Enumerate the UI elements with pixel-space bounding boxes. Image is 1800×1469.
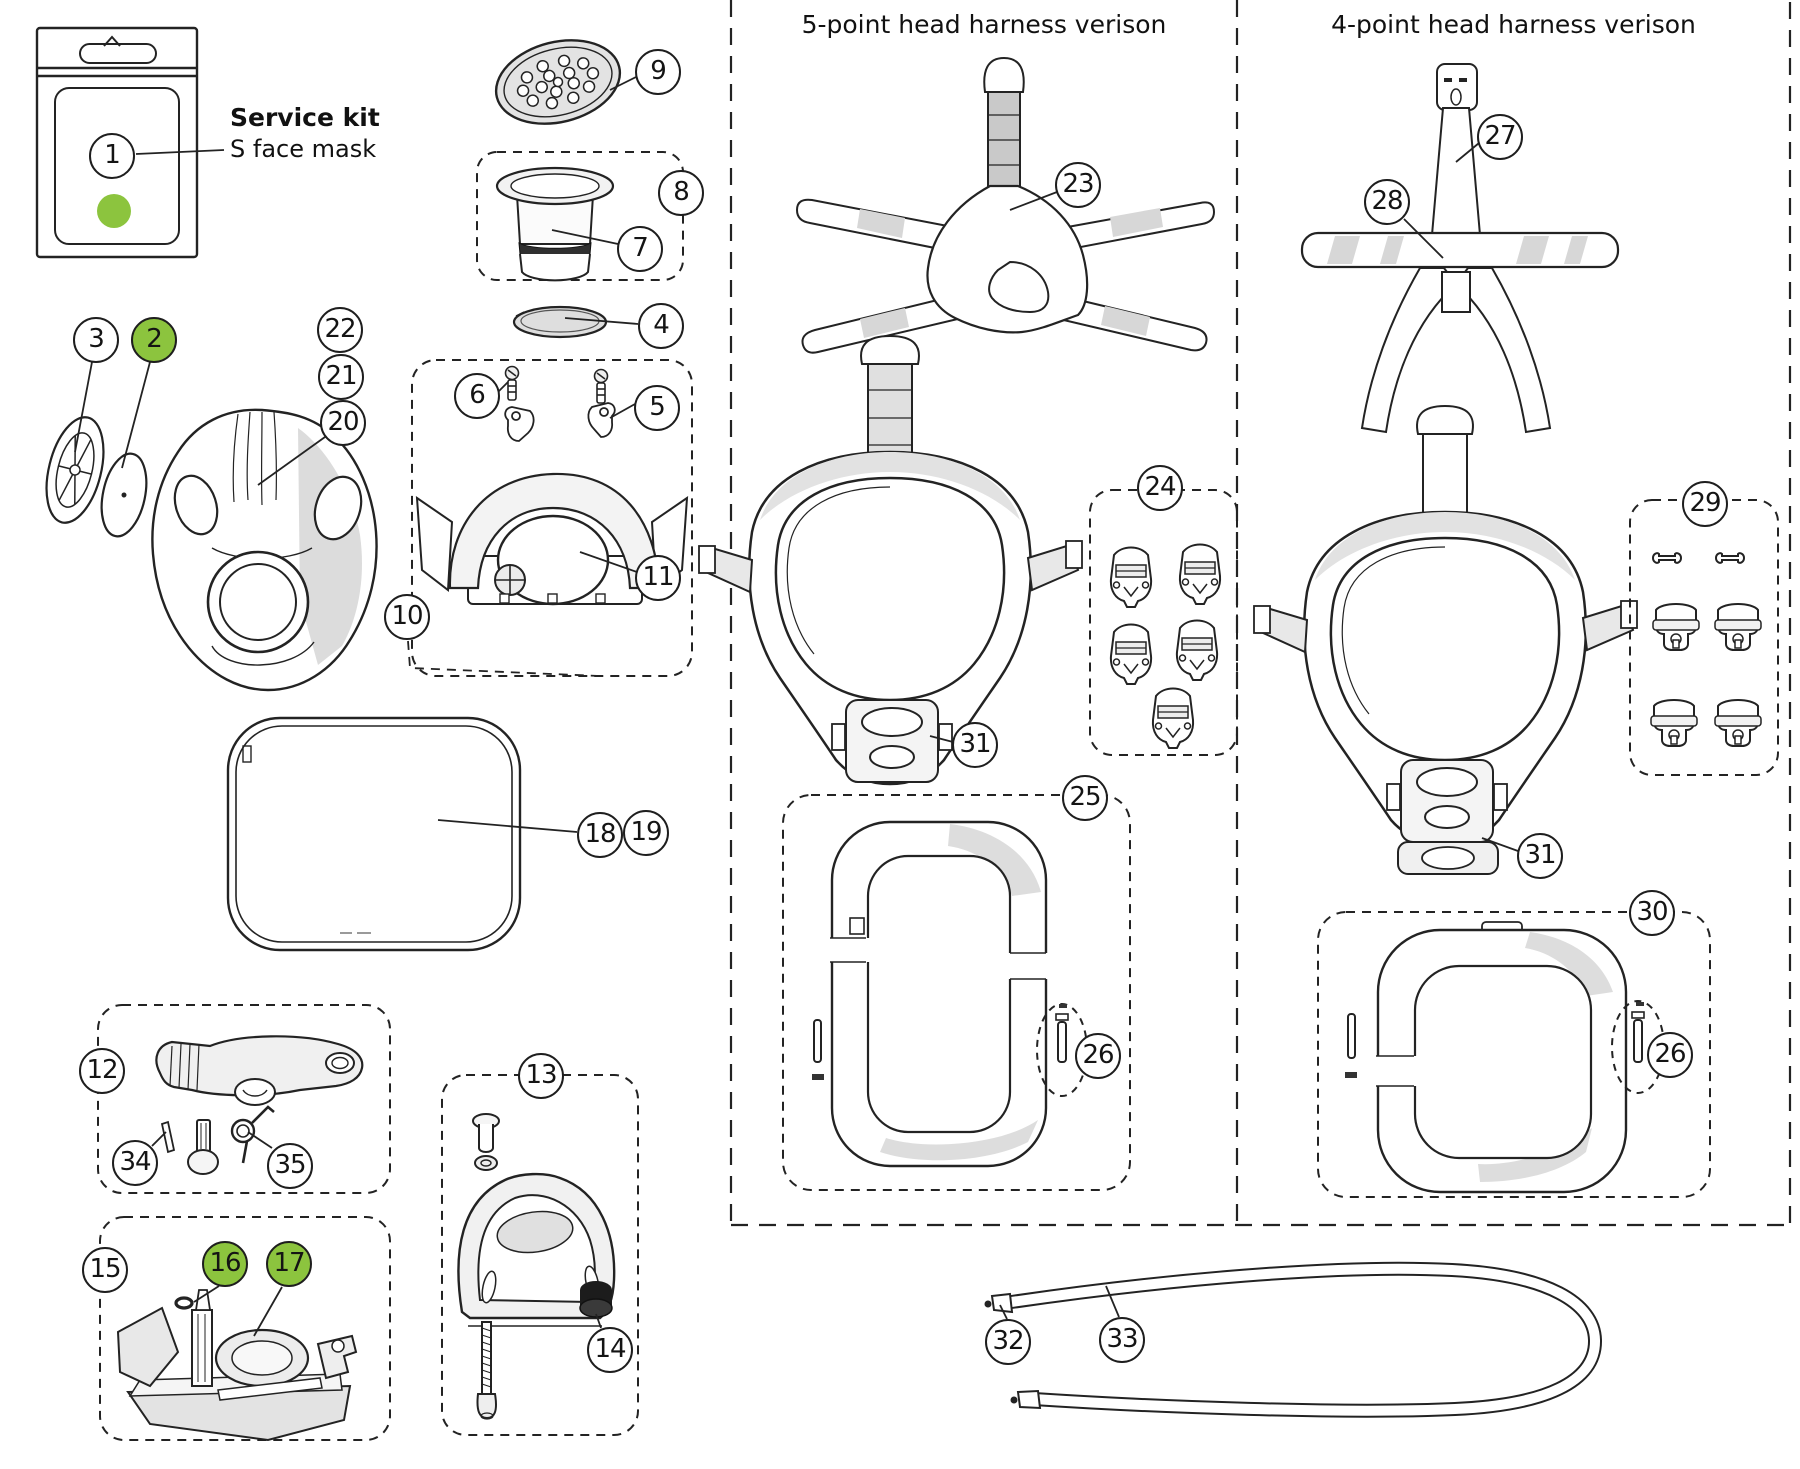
callout-7: 7 — [617, 226, 663, 272]
frame-pin — [814, 1020, 821, 1062]
nose-cup — [152, 410, 376, 690]
callout-6: 6 — [454, 373, 500, 419]
cap — [580, 1281, 612, 1317]
callout-26: 26 — [1075, 1033, 1121, 1079]
frame-pin — [1348, 1014, 1355, 1058]
neck-strap — [985, 1269, 1596, 1411]
visor — [228, 718, 520, 950]
callout-20: 20 — [320, 400, 366, 446]
diaphragm-cover — [487, 28, 629, 136]
callout-8: 8 — [658, 170, 704, 216]
buckle-set-4pt — [1630, 500, 1778, 775]
callout-25: 25 — [1062, 775, 1108, 821]
callout-2: 2 — [131, 317, 177, 363]
callout-16: 16 — [202, 1241, 248, 1287]
four-point-section-title: 4-point head harness verison — [1331, 10, 1696, 39]
service-kit-sublabel: S face mask — [230, 135, 377, 163]
callout-12: 12 — [79, 1048, 125, 1094]
callout-27: 27 — [1477, 114, 1523, 160]
callout-29: 29 — [1682, 481, 1728, 527]
buckle-set-5pt — [1090, 490, 1237, 755]
callout-33: 33 — [1099, 1317, 1145, 1363]
callout-1: 1 — [89, 133, 135, 179]
callout-19: 19 — [623, 810, 669, 856]
service-kit-label: Service kit — [230, 103, 380, 132]
plunger — [197, 1120, 210, 1152]
callout-21: 21 — [318, 354, 364, 400]
callout-24: 24 — [1137, 465, 1183, 511]
callout-4: 4 — [638, 303, 684, 349]
callout-22: 22 — [317, 307, 363, 353]
callout-35: 35 — [267, 1143, 313, 1189]
callout-5: 5 — [634, 385, 680, 431]
callout-31: 31 — [952, 722, 998, 768]
five-point-section-title: 5-point head harness verison — [801, 10, 1167, 39]
callout-30: 30 — [1629, 890, 1675, 936]
callout-13: 13 — [518, 1053, 564, 1099]
o-ring — [176, 1298, 192, 1308]
callout-26: 26 — [1647, 1032, 1693, 1078]
long-screw — [477, 1322, 496, 1419]
lens-frame-5pt-box — [783, 795, 1130, 1190]
callout-14: 14 — [587, 1327, 633, 1373]
callout-11: 11 — [635, 555, 681, 601]
callout-31: 31 — [1517, 833, 1563, 879]
four-point-harness — [1302, 64, 1618, 432]
service-kit-color-dot — [97, 194, 131, 228]
five-point-mask — [699, 336, 1082, 784]
callout-18: 18 — [577, 812, 623, 858]
gasket-disc — [514, 307, 606, 337]
callout-15: 15 — [82, 1247, 128, 1293]
callout-10: 10 — [384, 594, 430, 640]
callout-23: 23 — [1055, 162, 1101, 208]
callout-3: 3 — [73, 317, 119, 363]
callout-17: 17 — [266, 1241, 312, 1287]
five-point-harness — [797, 58, 1214, 353]
callout-9: 9 — [635, 49, 681, 95]
four-point-mask — [1254, 406, 1637, 874]
screw — [506, 367, 608, 404]
exhalation-valve-box — [100, 1217, 390, 1440]
clip — [505, 403, 615, 441]
pin — [162, 1122, 174, 1152]
callout-32: 32 — [985, 1319, 1031, 1365]
callout-28: 28 — [1364, 179, 1410, 225]
cover-box — [442, 1075, 638, 1435]
callout-34: 34 — [112, 1140, 158, 1186]
